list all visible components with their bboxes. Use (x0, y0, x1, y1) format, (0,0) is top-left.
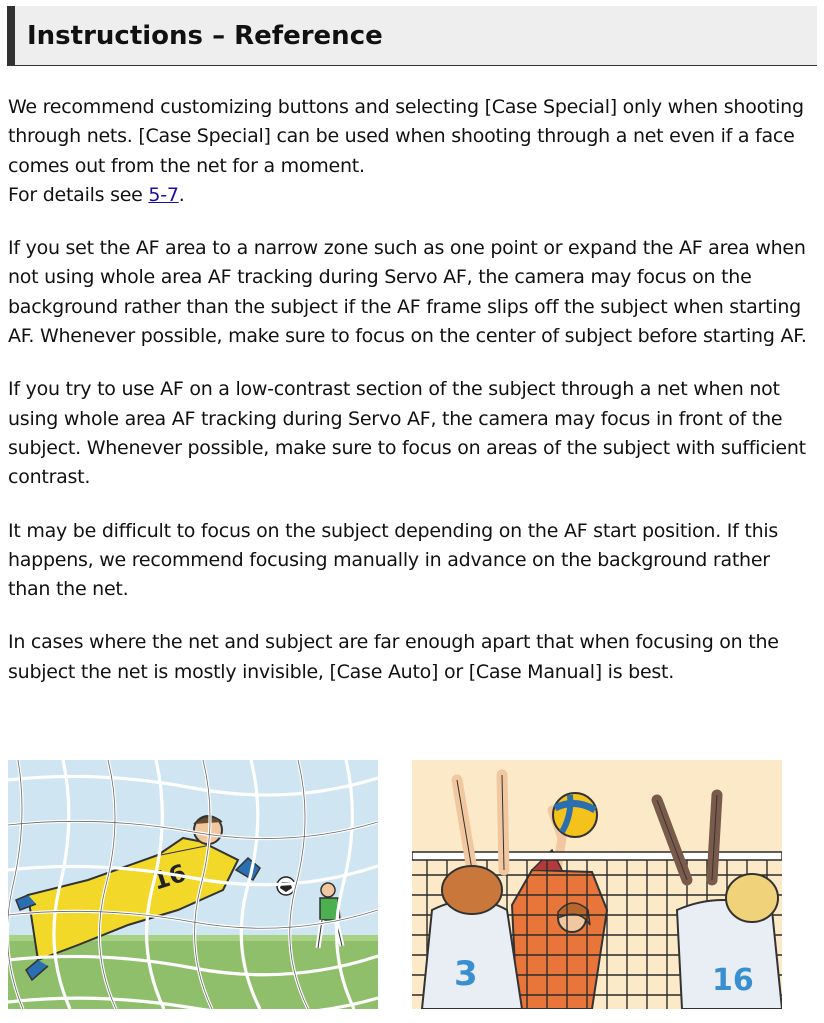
paragraph-case-special-text: We recommend customizing buttons and selecting [Case Special] only when shooting through nets. [Case Special] can be used when shooting through a net even if a face comes out from the net for a moment. (8, 96, 804, 177)
details-prefix: For details see (8, 183, 149, 206)
soccer-goal-illustration (8, 760, 378, 1009)
paragraph-net-far: In cases where the net and subject are far enough apart that when focusing on the subject the net is mostly invisible, [Case Auto] or [Case Manual] is best. (8, 631, 779, 683)
paragraph-low-contrast: If you try to use AF on a low-contrast section of the subject through a net when not using whole area AF tracking during Servo AF, the camera may focus in front of the subject. Whenever possible, make sure to focus on areas of the subject with sufficient contrast. (8, 378, 806, 489)
left-blocker-number: 3 (454, 954, 478, 994)
instructions-body (8, 93, 816, 711)
soccer-ball (277, 877, 295, 895)
details-suffix: . (178, 183, 185, 206)
paragraph-case-special (8, 93, 816, 210)
paragraph-af-area: If you set the AF area to a narrow zone such as one point or expand the AF area when not using whole area AF tracking during Servo AF, the camera may focus on the background rather than the subject if the AF frame slips off the subject when starting AF. Whenever possible, make sure to focus on the center of subject before starting AF. (8, 237, 807, 348)
volleyball-net-illustration (412, 760, 782, 1009)
right-blocker-number: 16 (712, 963, 754, 998)
paragraph-start-position: It may be difficult to focus on the subject depending on the AF start position. If this happens, we recommend focusing manually in advance on the background rather than the net. (8, 519, 779, 601)
right-blocker-hair (726, 874, 778, 922)
details-link[interactable]: 5-7 (148, 183, 179, 206)
page-title: Instructions – Reference (27, 21, 383, 51)
volleyball-ball (553, 793, 597, 837)
volleyball-illustration-svg (412, 760, 782, 1009)
goalkeeper-jersey-number: 16 (149, 858, 190, 896)
left-blocker-hair (442, 866, 502, 914)
section-heading (7, 6, 817, 66)
soccer-illustration-svg (8, 760, 378, 1009)
